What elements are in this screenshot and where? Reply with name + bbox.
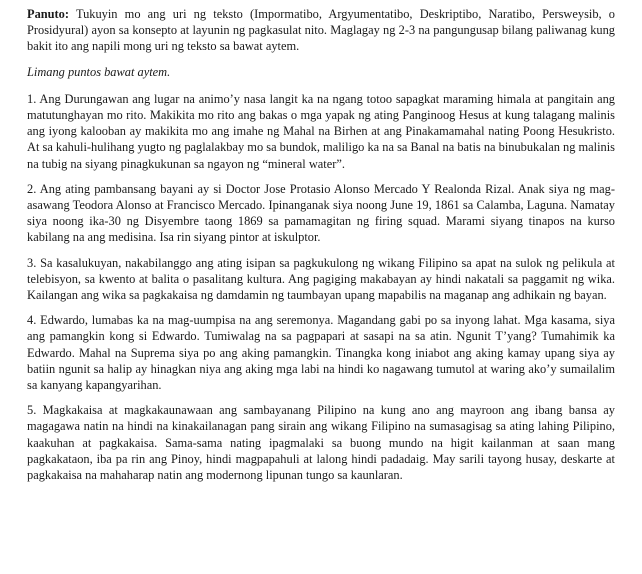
item-5: 5. Magkakaisa at magkakaunawaan ang sambayanang Pilipino na kung ano ang mayroon ang ibang bansa ay magagawa natin na hindi na kinakailanagan pang sirain ang wikang Filipino na sumasagisag sa ating lahing Pilipino, kaakuhan at pagkakaisa. Sama-sama nating ipagmalaki sa buong mundo na higit kailanman at saan mang pagkakataon, iba pa rin ang Pinoy, hindi magpapahuli at lalong hindi padadaig. May sarili tayong husay, deskarte at pagkakaisa na mahaharap natin ang modernong lipunan tungo sa kaunlaran. — [27, 403, 615, 483]
instructions — [27, 6, 615, 55]
points-note: Limang puntos bawat aytem. — [27, 64, 171, 79]
item-4: 4. Edwardo, lumabas ka na mag-uumpisa na ang seremonya. Magandang gabi po sa inyong lahat. Mga kasama, siya ang pamangkin kong si Edwardo. Tumiwalag na sa pagpapari at sasapi na sa atin. Ngunit T’yang? Tumahimik ka Edwardo. Mahal na Suprema siya po ang aking pamangkin. Tinangka kong iniabot ang aking kamay upang siya ay batiin ngunit sa halip ay hinagkan niya ang aking mga labi na hindi ko nagawang tumutol at waring ako’y sumailalim sa kanyang kapangyarihan. — [27, 313, 615, 393]
item-2: 2. Ang ating pambansang bayani ay si Doctor Jose Protasio Alonso Mercado Y Realonda Rizal. Anak siya ng mag-asawang Teodora Alonso at Francisco Mercado. Ipinanganak siya noong June 19, 1861 sa Calamba, Laguna. Namatay siya noong ika-30 ng Disyembre taong 1869 sa pamamagitan ng firing squad. Marami siyang tinapos na kurso kabilang na ang medisina. Isa rin siyang pintor at iskulptor. — [27, 181, 615, 245]
item-3: 3. Sa kasalukuyan, nakabilanggo ang ating isipan sa pagkukulong ng wikang Filipino sa apat na sulok ng pelikula at telebisyon, sa kwento at balita o pasalitang kultura. Ang pagiging makabayan ay hindi nakatali sa paggamit ng wika. Kailangan ang wika sa pagkakaisa ng damdamin ng taumbayan upang mapabilis na maganap ang adhikain ng bayan. — [27, 255, 615, 303]
item-1: 1. Ang Durungawan ang lugar na animo’y nasa langit ka na ngang totoo sapagkat maraming himala at pangitain ang matutunghayan mo rito. Makikita mo rito ang bakas o mga yapak ng ating Panginoog Hesus at kung talagang malinis ang iyong kalooban ay makikita mo ang imahe ng Mahal na Birhen at ang Pinakamamahal nating Poong Hesukristo. At sa kahuli-hulihang yugto ng paglalakbay mo sa bundok, maliligo ka na sa Banal na batis na binubukalan ng malinis na tubig na siyang pinagkukunan sa ngayon ng “mineral water”. — [27, 91, 615, 171]
instructions-text: Tukuyin mo ang uri ng teksto (Impormatibo, Argyumentatibo, Deskriptibo, Naratibo, Persweysib, o Prosidyural) ayon sa konsepto at layunin ng pagkasulat nito. Maglagay ng 2-3 na pangungusap bilang paliwanag kung bakit ito ang napili mong uri ng teksto sa bawat aytem. — [27, 7, 615, 54]
instructions-label: Panuto: — [27, 7, 69, 21]
